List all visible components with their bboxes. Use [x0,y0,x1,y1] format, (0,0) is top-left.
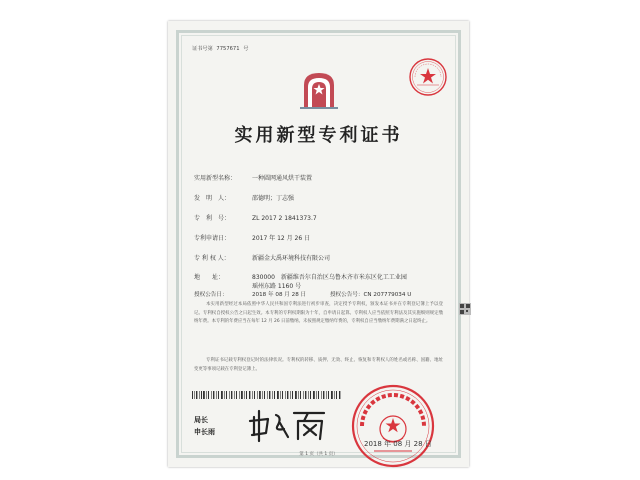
cert-no-suffix: 号 [243,46,249,52]
patent-number-label: 专 利 号： [194,215,231,222]
filing-date-row [194,233,310,242]
certificate-page [168,21,469,467]
filing-date-label: 专利申请日： [194,235,231,242]
cert-no-label: 证书号第 [192,46,213,52]
patent-number-row [194,213,317,222]
director-name-label: 申长雨 [194,428,215,436]
cert-no-value: 7757671 [216,46,240,52]
inventor-label: 发 明 人： [194,195,231,202]
top-seal-icon [408,57,448,97]
grant-date-value: 2018 年 08 月 28 日 [252,292,307,298]
seal-date: 2018 年 08 月 28 日 [364,440,432,448]
certificate-number [190,45,248,52]
director-signature-icon [248,407,328,443]
grant-row [194,290,411,298]
inventor-row [194,193,294,202]
body-paragraph-2: 专利证书记载专利权登记时的法律状况。专利权的转移、质押、无效、终止、恢复和专利权人的姓名或名称、国籍、地址变更等事项记载在专利登记簿上。 [194,358,443,372]
grant-date-label: 授权公告日： [194,292,228,298]
body-paragraph-1: 本实用新型经过本局依照中华人民共和国专利法进行初步审查，决定授予专利权，颁发本证书并在专利登记簿上予以登记。专利权自授权公告之日起生效。本专利的专利权期限为十年，自申请日起算。专利权人应当依照专利法及其实施细则规定缴纳年费。本专利的年费应当在每年 12 月 26 日前缴纳。未按照规定缴纳年费的，专利权自应当缴纳年费期满之日起终止。 [194,302,443,324]
utility-name-label: 实用新型名称： [194,175,237,182]
barcode-icon [192,391,342,399]
address-line-1: 830000 新疆维吾尔自治区乌鲁木齐市米东区化工工业园 [252,274,407,281]
address-label: 地 址： [194,274,225,281]
page-footer: 第 1 页（共 1 页） [299,452,338,457]
filing-date-value: 2017 年 12 月 26 日 [252,235,311,242]
director-label: 局长 [194,416,208,424]
holder-label: 专 利 权 人： [194,255,230,262]
holder-row [194,253,330,262]
qr-mark-icon [459,303,471,315]
patent-emblem-icon [296,69,342,111]
grant-number-value: CN 207779034 U [363,292,412,298]
certificate-title: 实用新型专利证书 [234,125,403,146]
utility-name-row [194,173,312,182]
utility-name-value: 一种圆网通风烘干装置 [252,175,313,182]
holder-value: 新疆金大禹环境科技有限公司 [252,255,331,262]
patent-number-value: ZL 2017 2 1841373.7 [252,215,317,222]
inventor-value: 邵德明；丁志强 [252,195,295,202]
address-line-2: 瑶州东路 1160 号 [252,283,302,290]
grant-number-label: 授权公告号： [329,292,364,298]
